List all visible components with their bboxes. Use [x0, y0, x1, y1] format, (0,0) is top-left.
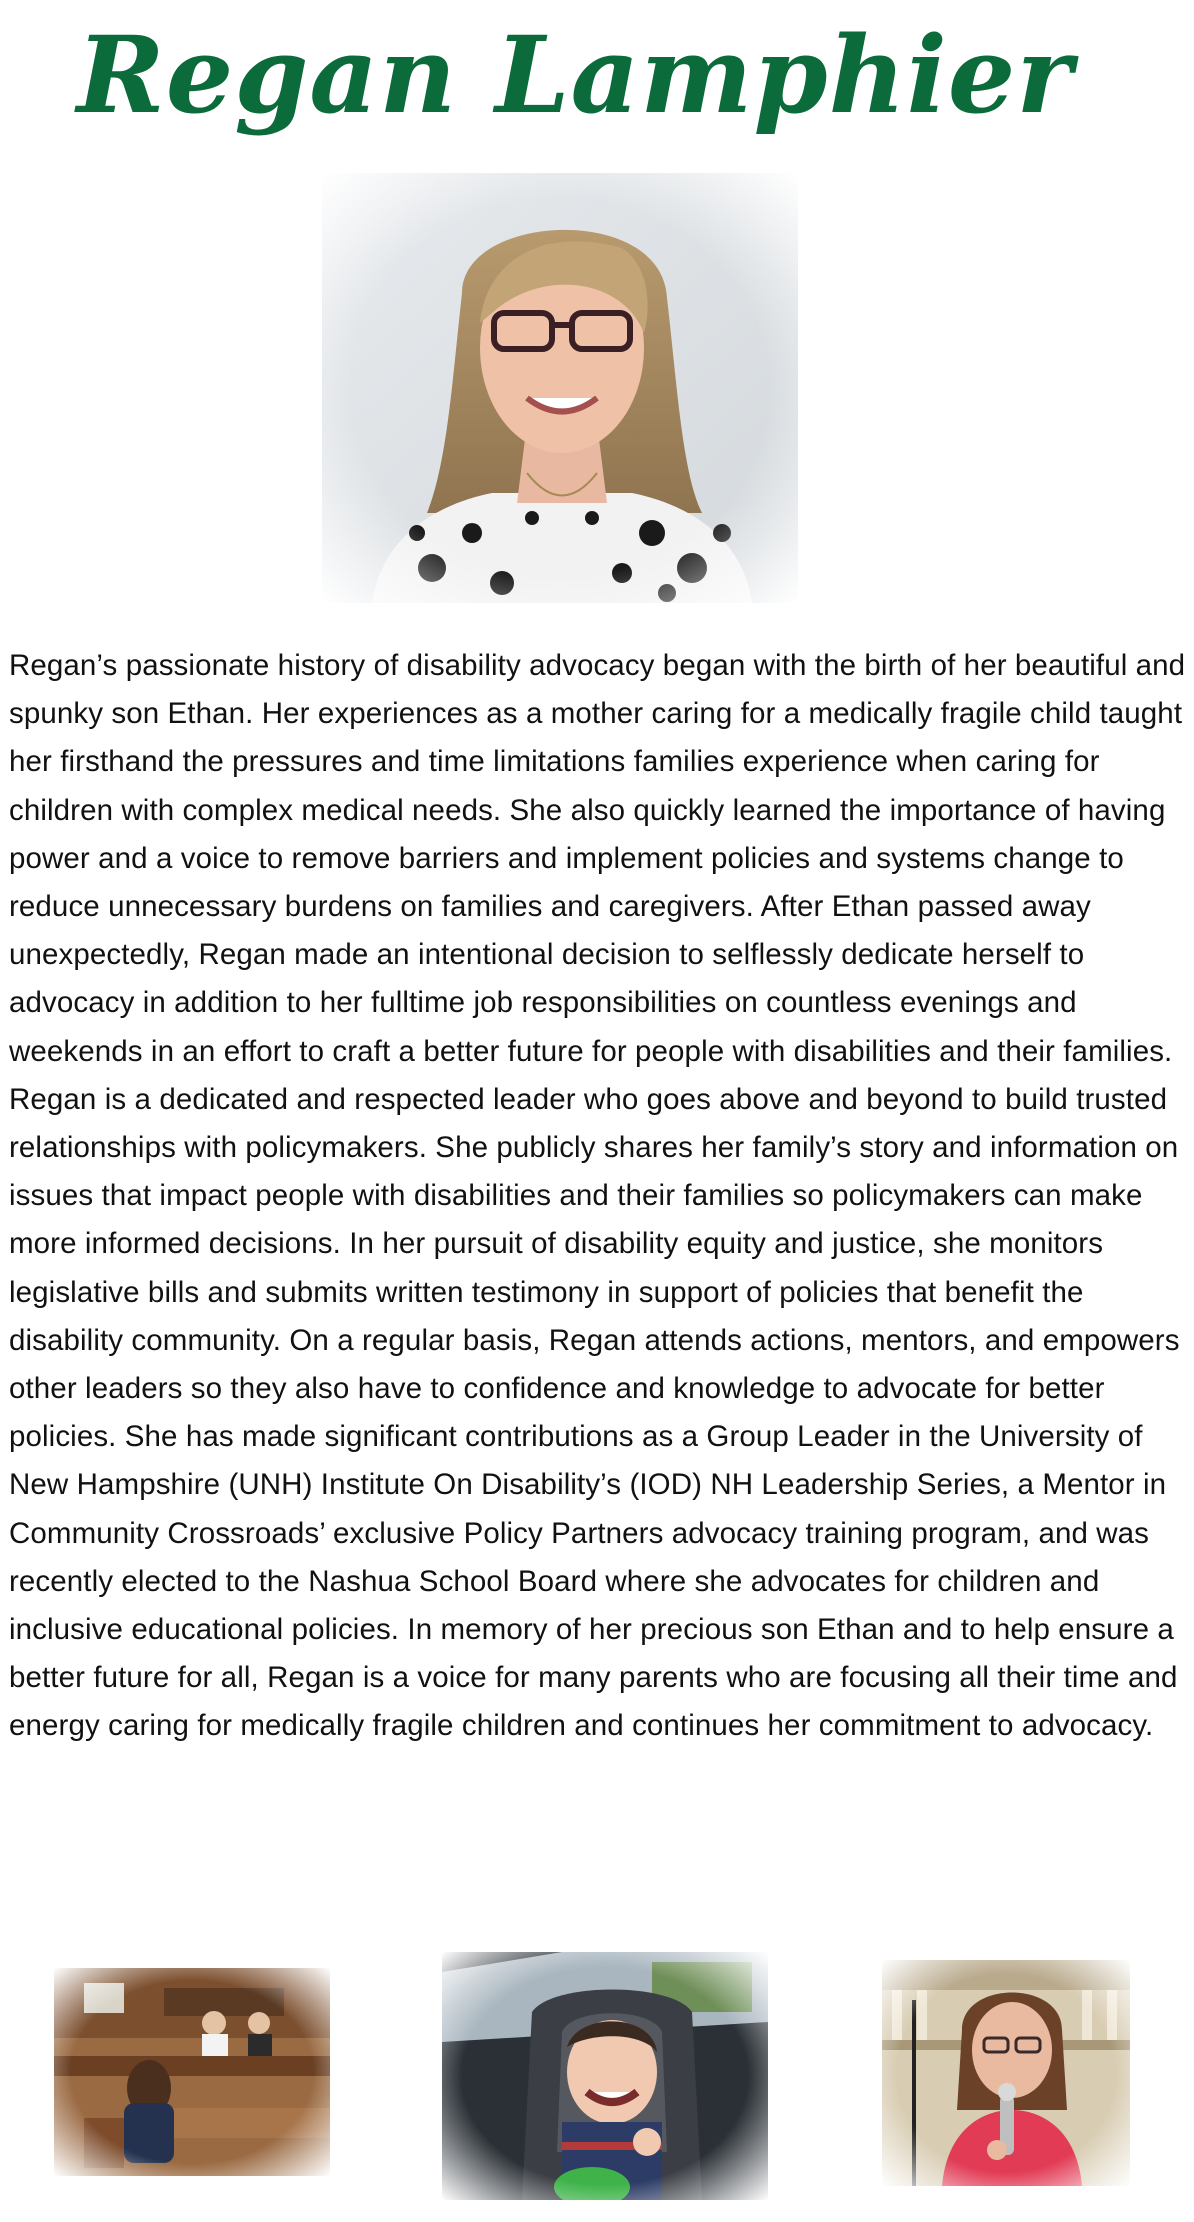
son-photo [442, 1952, 768, 2200]
speaker-photo [882, 1960, 1130, 2186]
hearing-photo [54, 1968, 330, 2176]
portrait-photo [322, 173, 798, 603]
page-title: Regan Lamphier [76, 12, 1074, 137]
bio-paragraph: Regan’s passionate history of disability advocacy began with the birth of her beautiful and spunky son Ethan. Her experiences as a mother caring for a medically fragile child taught her firsthand the pressures and time limitations families experience when caring for children with complex medical needs. She also quickly learned the importance of having power and a voice to remove barriers and implement policies and systems change to reduce unnecessary burdens on families and caregivers. After Ethan passed away unexpectedly, Regan made an intentional decision to selflessly dedicate herself to advocacy in addition to her fulltime job responsibilities on countless evenings and weekends in an effort to craft a better future for people with disabilities and their families. Regan is a dedicated and respected leader who goes above and beyond to build trusted relationships with policymakers. She publicly shares her family’s story and information on issues that impact people with disabilities and their families so policymakers can make more informed decisions. In her pursuit of disability equity and justice, she monitors legislative bills and submits written testimony in support of policies that benefit the disability community. On a regular basis, Regan attends actions, mentors, and empowers other leaders so they also have to confidence and knowledge to advocate for better policies. She has made significant contributions as a Group Leader in the University of New Hampshire (UNH) Institute On Disability’s (IOD) NH Leadership Series, a Mentor in Community Crossroads’ exclusive Policy Partners advocacy training program, and was recently elected to the Nashua School Board where she advocates for children and inclusive educational policies. In memory of her precious son Ethan and to help ensure a better future for all, Regan is a voice for many parents who are focusing all their time and energy caring for medically fragile children and continues her commitment to advocacy. [9, 649, 1186, 1743]
